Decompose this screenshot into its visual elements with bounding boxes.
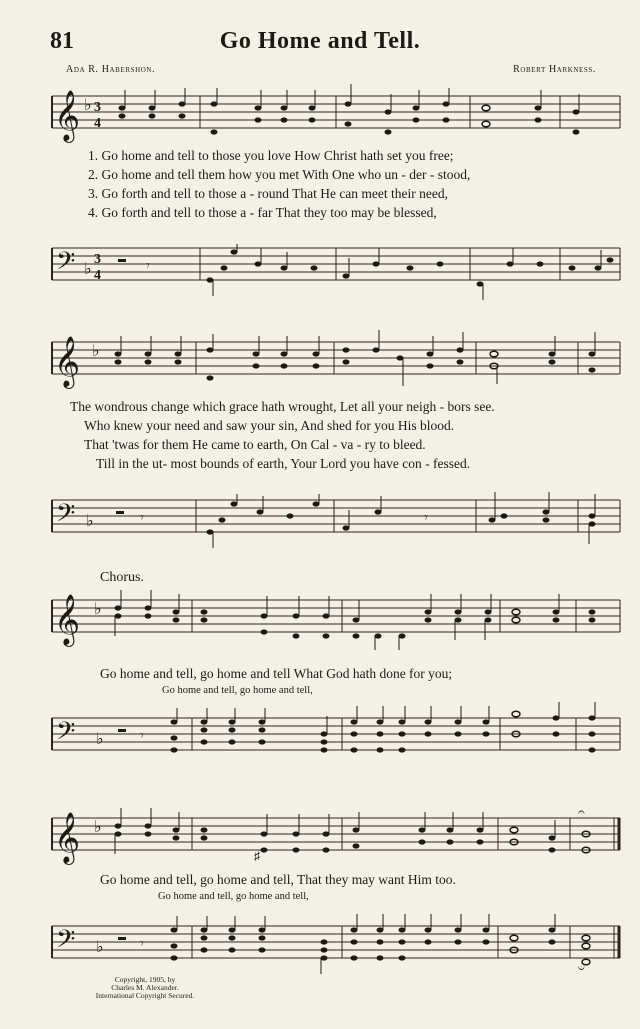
svg-text:𝄑: 𝄑	[578, 961, 585, 975]
svg-text:𝄢: 𝄢	[56, 500, 76, 533]
bass-staff-system-1	[0, 240, 640, 300]
svg-text:𝄢: 𝄢	[56, 926, 76, 959]
verse-2-line-1: 2. Go home and tell them how you met With One who un - der - stood,	[88, 167, 471, 182]
treble-staff-chorus-2	[0, 805, 640, 870]
svg-text:♭: ♭	[86, 513, 94, 530]
svg-text:3: 3	[94, 100, 101, 115]
svg-text:𝄞: 𝄞	[54, 813, 81, 862]
treble-staff-chorus-1	[0, 592, 640, 652]
chorus-label: Chorus.	[100, 570, 144, 585]
svg-text:♭: ♭	[92, 343, 100, 360]
bass-staff-system-2	[0, 492, 640, 552]
svg-text:𝄾: 𝄾	[140, 729, 144, 744]
svg-text:♯: ♯	[254, 849, 260, 863]
chorus-line-2: Go home and tell, go home and tell, That they may want Him too.	[100, 872, 456, 887]
svg-text:𝄞: 𝄞	[54, 337, 81, 386]
treble-staff-system-2	[0, 334, 640, 384]
chorus-echo-2: Go home and tell, go home and tell,	[158, 891, 309, 902]
svg-text:♭: ♭	[96, 939, 104, 956]
author-credit: Ada R. Habershon.	[66, 64, 156, 75]
verse-3-line-2: That 'twas for them He came to earth, On Cal - va - ry to bleed.	[84, 437, 426, 452]
svg-text:3: 3	[94, 252, 101, 267]
verse-4-line-1: 4. Go forth and tell to those a - far That they too may be blessed,	[88, 205, 437, 220]
svg-text:♭: ♭	[84, 261, 92, 278]
hymn-number: 81	[50, 28, 74, 54]
svg-text:♭: ♭	[94, 601, 102, 618]
svg-text:4: 4	[94, 268, 101, 283]
svg-text:𝄐: 𝄐	[578, 805, 585, 819]
svg-text:𝄾: 𝄾	[140, 511, 144, 526]
svg-text:𝄾: 𝄾	[140, 937, 144, 952]
svg-text:𝄾: 𝄾	[424, 511, 428, 526]
svg-text:𝄞: 𝄞	[54, 595, 81, 644]
svg-text:𝄾: 𝄾	[146, 259, 150, 274]
hymn-title: Go Home and Tell.	[219, 28, 421, 54]
svg-text:♭: ♭	[94, 819, 102, 836]
chorus-echo-1: Go home and tell, go home and tell,	[162, 685, 313, 696]
svg-text:𝄞: 𝄞	[54, 90, 81, 141]
svg-text:4: 4	[94, 116, 101, 131]
verse-2-line-2: Who knew your need and saw your sin, And shed for you His blood.	[84, 418, 455, 433]
copyright-notice: Copyright, 1905, by Charles M. Alexander. International Copyright Secured.	[95, 975, 195, 1000]
bass-staff-chorus-1	[0, 710, 640, 770]
svg-text:𝄢: 𝄢	[56, 248, 76, 281]
chorus-line-1: Go home and tell, go home and tell What God hath done for you;	[100, 666, 453, 681]
svg-text:♭: ♭	[84, 97, 92, 114]
svg-text:♭: ♭	[96, 731, 104, 748]
verse-1-line-1: 1. Go home and tell to those you love How Christ hath set you free;	[88, 148, 454, 163]
bass-staff-chorus-2	[0, 918, 640, 978]
composer-credit: Robert Harkness.	[513, 64, 596, 75]
treble-staff-system-1	[0, 88, 640, 141]
verse-1-line-2: The wondrous change which grace hath wrought, Let all your neigh - bors see.	[70, 399, 495, 414]
svg-text:𝄢: 𝄢	[56, 718, 76, 751]
verse-4-line-2: Till in the ut- most bounds of earth, Your Lord you have con - fessed.	[96, 456, 471, 471]
verse-3-line-1: 3. Go forth and tell to those a - round That He can meet their need,	[88, 186, 449, 201]
